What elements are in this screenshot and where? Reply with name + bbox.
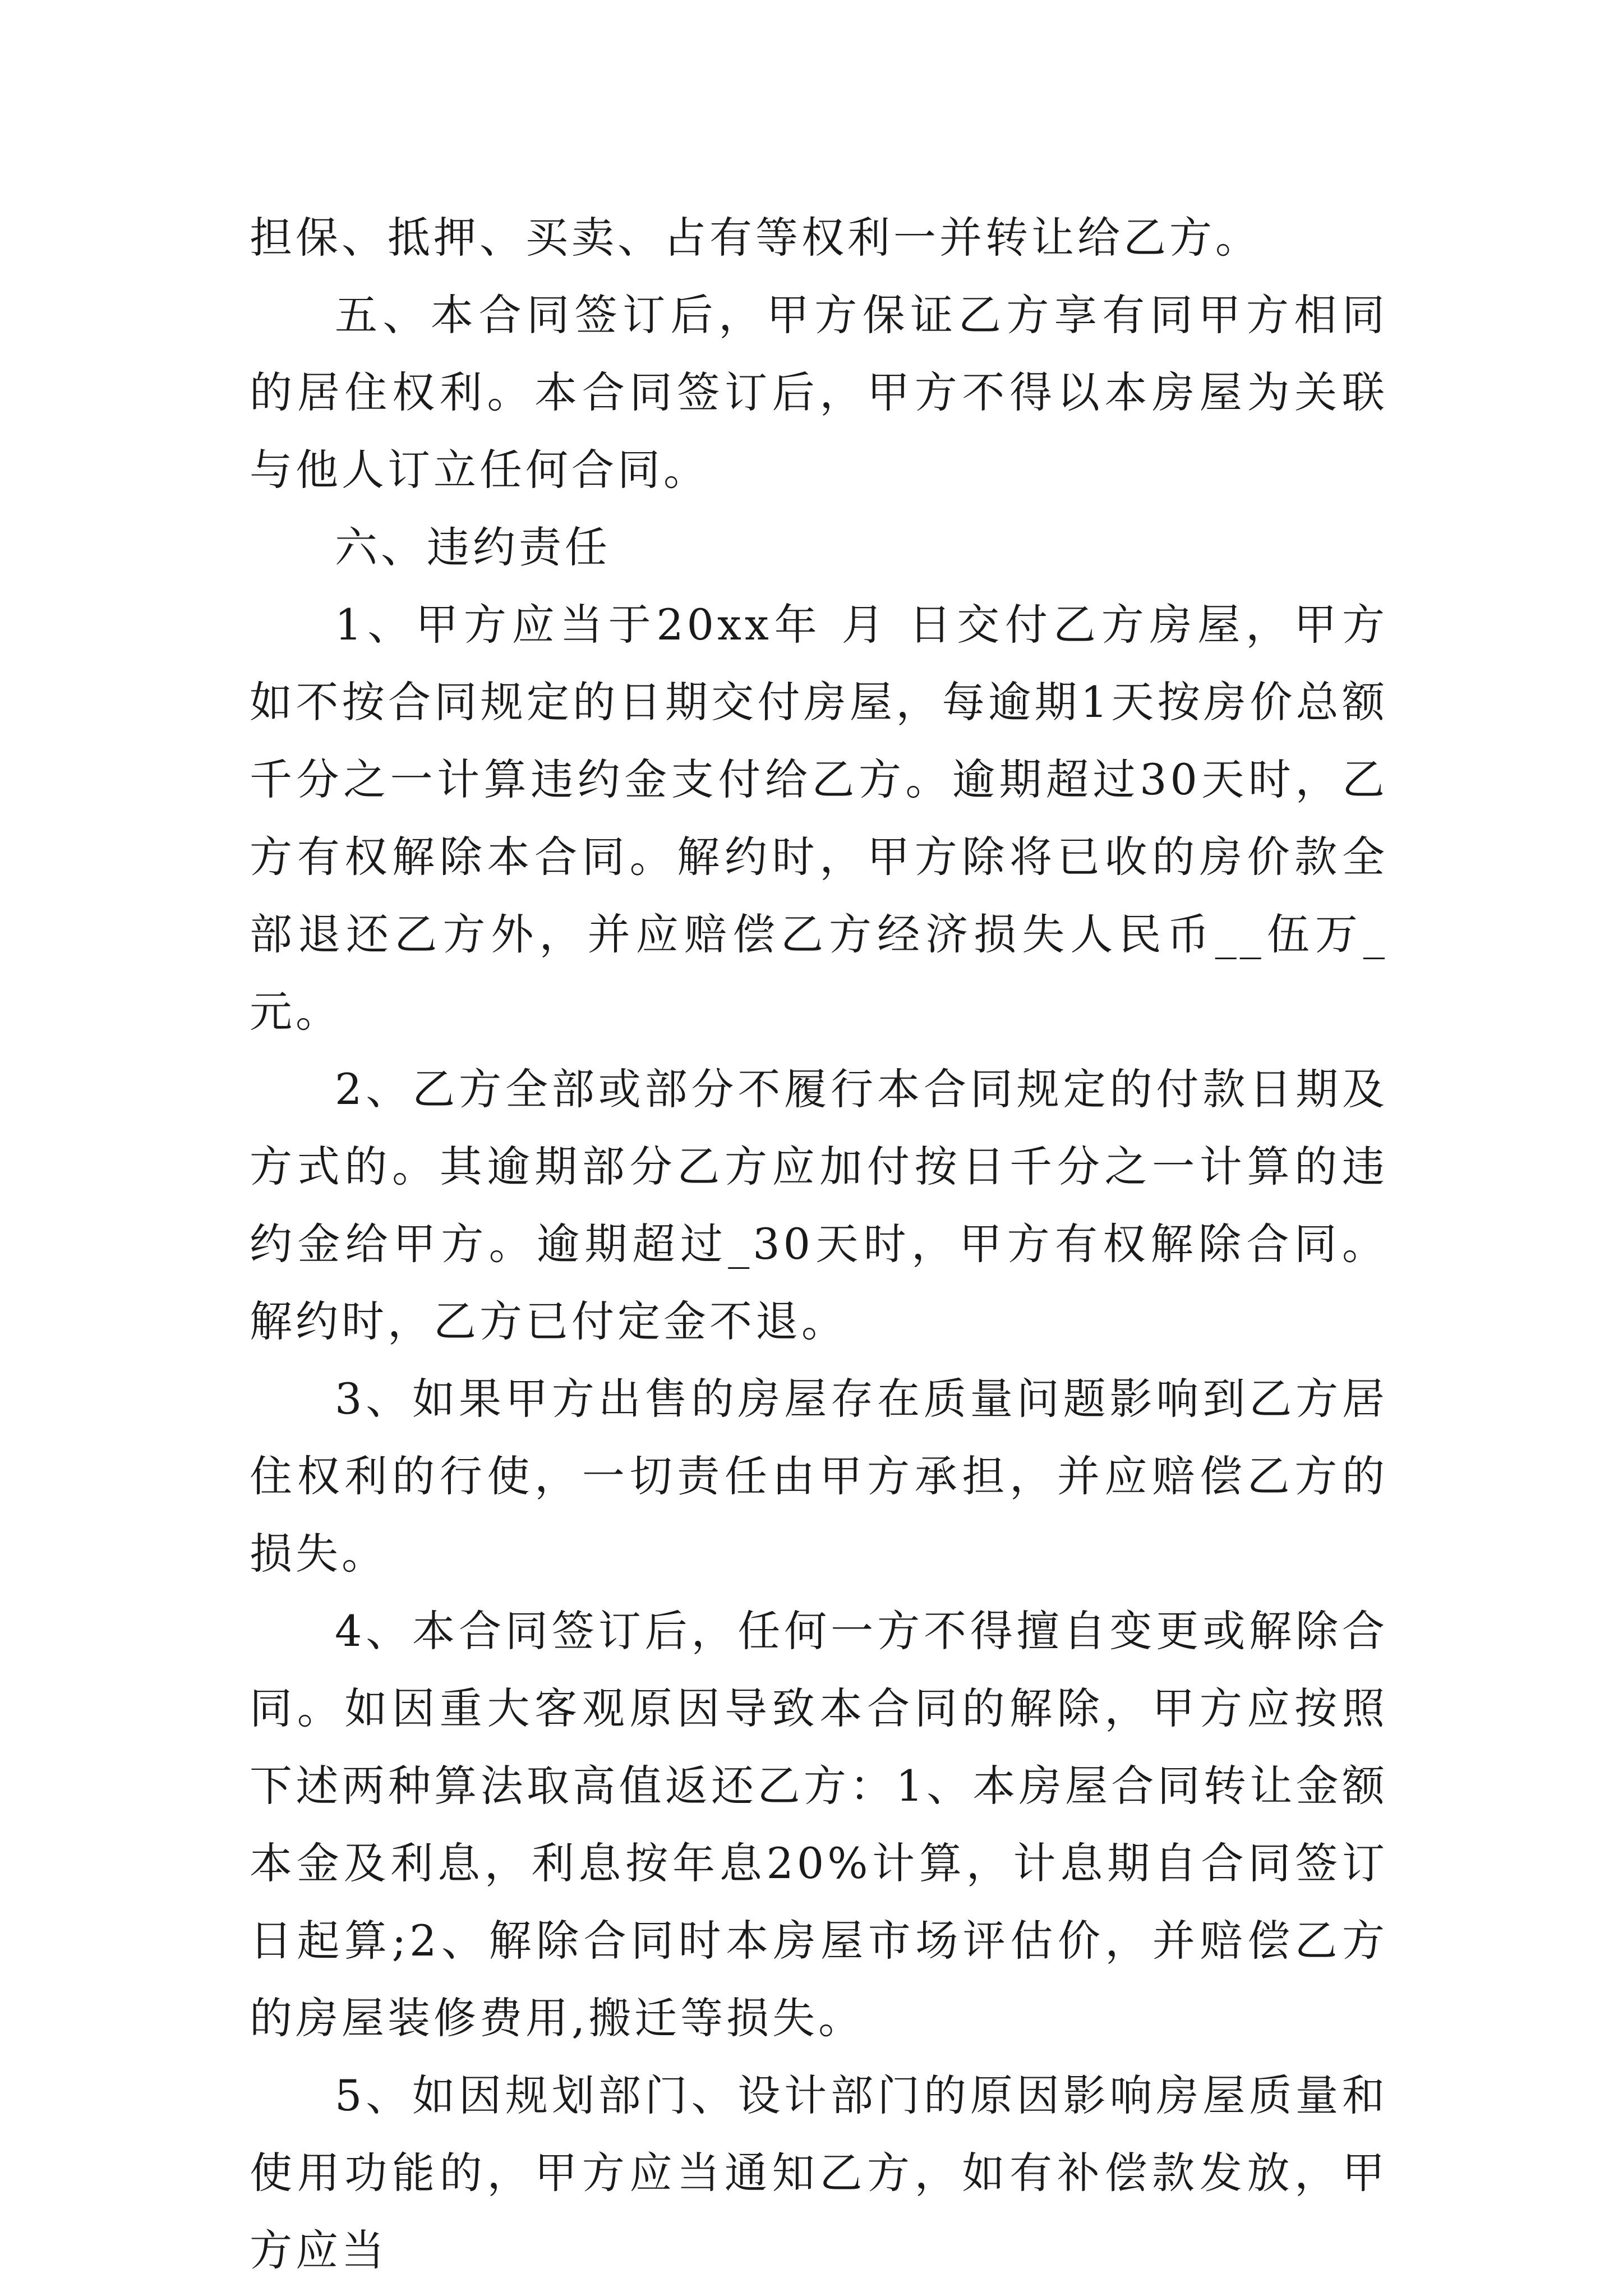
section-heading-breach-liability: 六、违约责任: [335, 522, 611, 572]
paragraph-item-3: 3、如果甲方出售的房屋存在质量问题影响到乙方居住权利的行使，一切责任由甲方承担，并应赔偿乙方的损失。: [250, 1374, 1388, 1579]
paragraph-item-2: 2、乙方全部或部分不履行本合同规定的付款日期及方式的。其逾期部分乙方应加付按日千分之一计算的违约金给甲方。逾期超过_30天时，甲方有权解除合同。解约时，乙方已付定金不退。: [250, 1064, 1388, 1346]
paragraph-item-5: 5、如因规划部门、设计部门的原因影响房屋质量和使用功能的，甲方应当通知乙方，如有补偿款发放，甲方应当: [250, 2070, 1388, 2275]
paragraph-clause-5: 五、本合同签订后，甲方保证乙方享有同甲方相同的居住权利。本合同签订后，甲方不得以本房屋为关联与他人订立任何合同。: [250, 290, 1388, 495]
paragraph-item-1: 1、甲方应当于20xx年 月 日交付乙方房屋，甲方如不按合同规定的日期交付房屋，每逾期1天按房价总额千分之一计算违约金支付给乙方。逾期超过30天时，乙方有权解除本合同。解约时，甲方除将已收的房价款全部退还乙方外，并应赔偿乙方经济损失人民币__伍万_元。: [250, 600, 1388, 1037]
document-page: [250, 199, 1388, 2289]
paragraph-item-4: 4、本合同签订后，任何一方不得擅自变更或解除合同。如因重大客观原因导致本合同的解除，甲方应按照下述两种算法取高值返还乙方：1、本房屋合同转让金额本金及利息，利息按年息20%计算，计息期自合同签订日起算;2、解除合同时本房屋市场评估价，并赔偿乙方的房屋装修费用,搬迁等损失。: [250, 1606, 1388, 2043]
paragraph-continuation: 担保、抵押、买卖、占有等权利一并转让给乙方。: [250, 213, 1261, 263]
